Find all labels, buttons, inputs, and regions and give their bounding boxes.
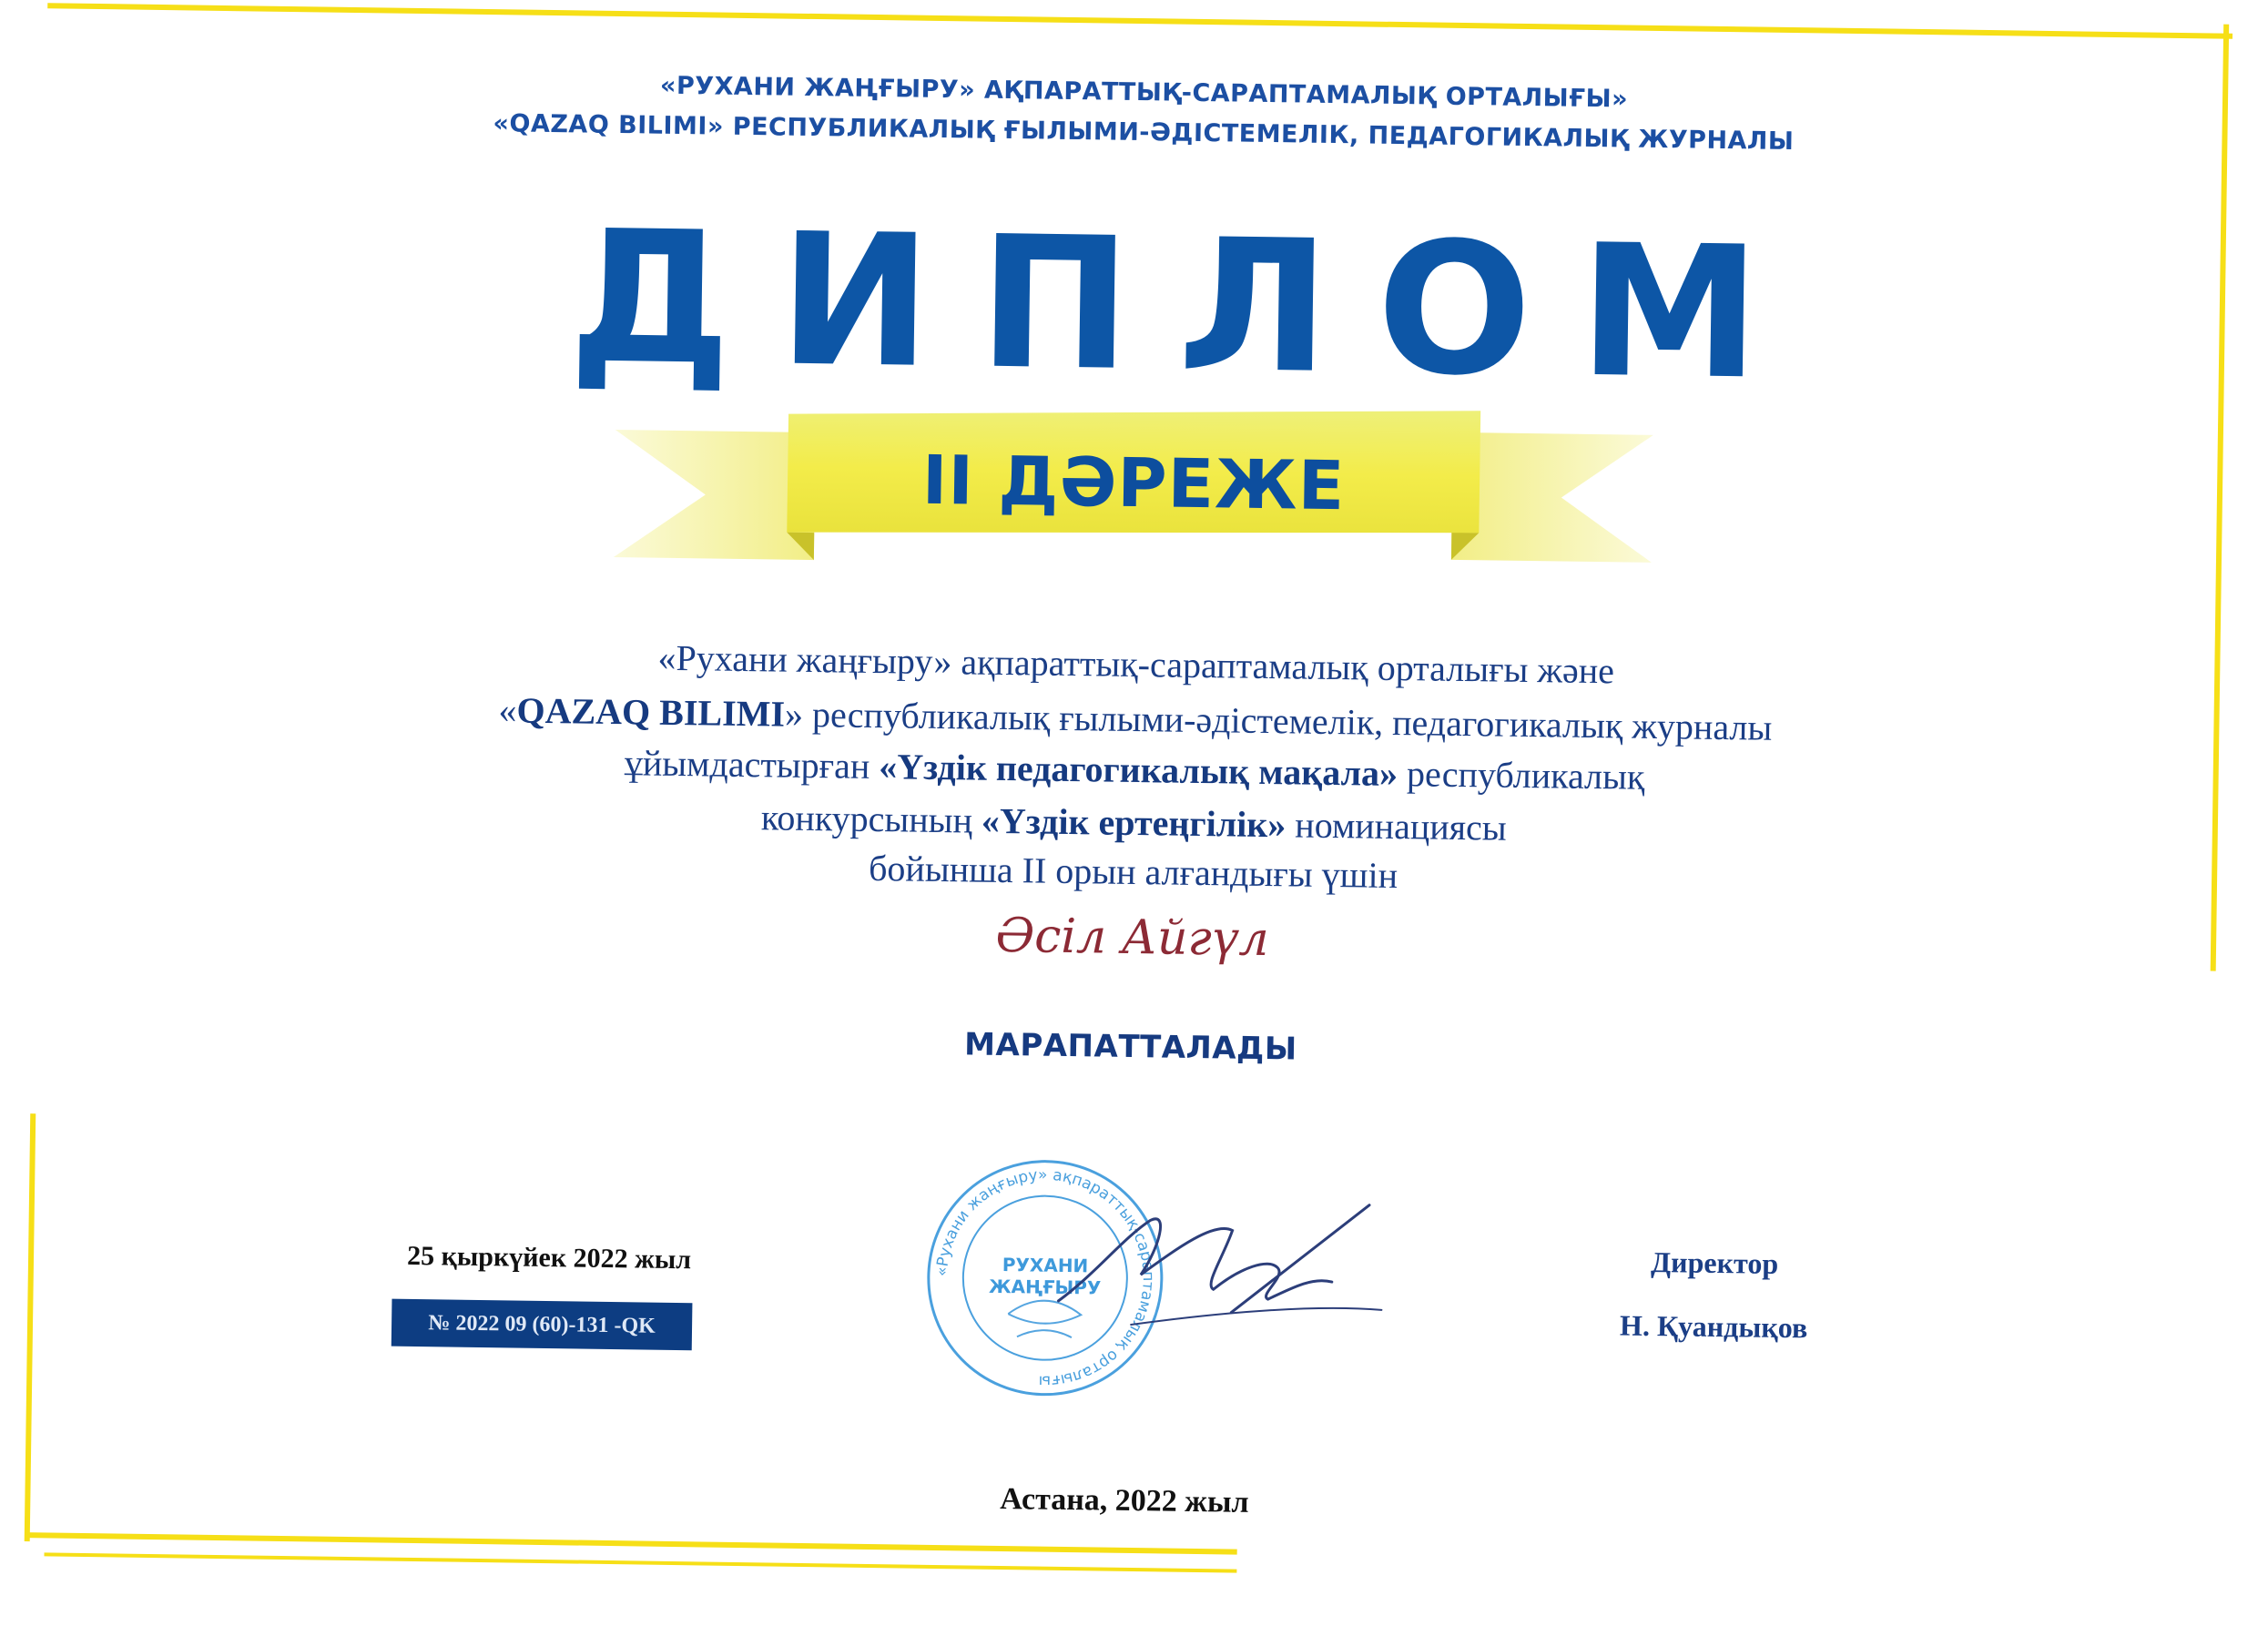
- quote-open: «: [498, 689, 517, 731]
- stamp-center-text-1: РУХАНИ: [1002, 1254, 1089, 1277]
- organization-name: «РУХАНИ ЖАҢҒЫРУ» АҚПАРАТТЫҚ-САРАПТАМАЛЫҚ ОРТАЛЫҒЫ»: [659, 71, 1629, 114]
- body-text: номинациясы: [1286, 804, 1508, 849]
- body-text: «Рухани жаңғыру» ақпараттық-сараптамалық орталығы және: [657, 636, 1615, 692]
- body-text: » республикалық ғылыми-әдістемелік, педагогикалық журналы: [784, 693, 1773, 748]
- contest-name: «Үздік педагогикалық мақала»: [878, 746, 1398, 795]
- issue-date: 25 қыркүйек 2022 жыл: [406, 1240, 692, 1275]
- frame-top-line: [47, 3, 2232, 39]
- frame-bottom-inner-line: [44, 1552, 1236, 1572]
- diploma-title: ДИПЛОМ: [567, 191, 1809, 422]
- director-signature: [1040, 1164, 1388, 1351]
- journal-name: «QAZAQ BILIMI» РЕСПУБЛИКАЛЫҚ ҒЫЛЫМИ-ӘДІСТЕМЕЛІК, ПЕДАГОГИКАЛЫҚ ЖУРНАЛЫ: [493, 109, 1795, 157]
- nomination-name: «Үздік ертеңгілік»: [981, 799, 1287, 846]
- degree-label: II ДӘРЕЖЕ: [921, 441, 1346, 526]
- body-text: бойынша II орын алғандығы үшін: [868, 847, 1398, 897]
- director-title: Директор: [1650, 1245, 1779, 1280]
- body-text: ұйымдастырған: [624, 742, 880, 788]
- awarded-label: МАРАПАТТАЛАДЫ: [963, 1026, 1297, 1068]
- director-name: Н. Қуандықов: [1619, 1308, 1808, 1345]
- body-text: республикалық: [1397, 753, 1645, 798]
- frame-bottom-line: [26, 1532, 1237, 1555]
- journal-name-bold: QAZAQ BILIMI: [516, 689, 786, 735]
- place-and-year: Астана, 2022 жыл: [1000, 1482, 1249, 1519]
- body-text: конкурсының: [760, 797, 982, 841]
- registration-number: № 2022 09 (60)-131 -QK: [392, 1299, 693, 1351]
- stamp-center-text-2: ЖАҢҒЫРУ: [988, 1275, 1102, 1299]
- stamp-ring-text: «Рухани жаңғыру» ақпараттық-сараптамалық орталығы: [932, 1165, 1157, 1390]
- recipient-name: Әсіл Айгүл: [995, 908, 1269, 968]
